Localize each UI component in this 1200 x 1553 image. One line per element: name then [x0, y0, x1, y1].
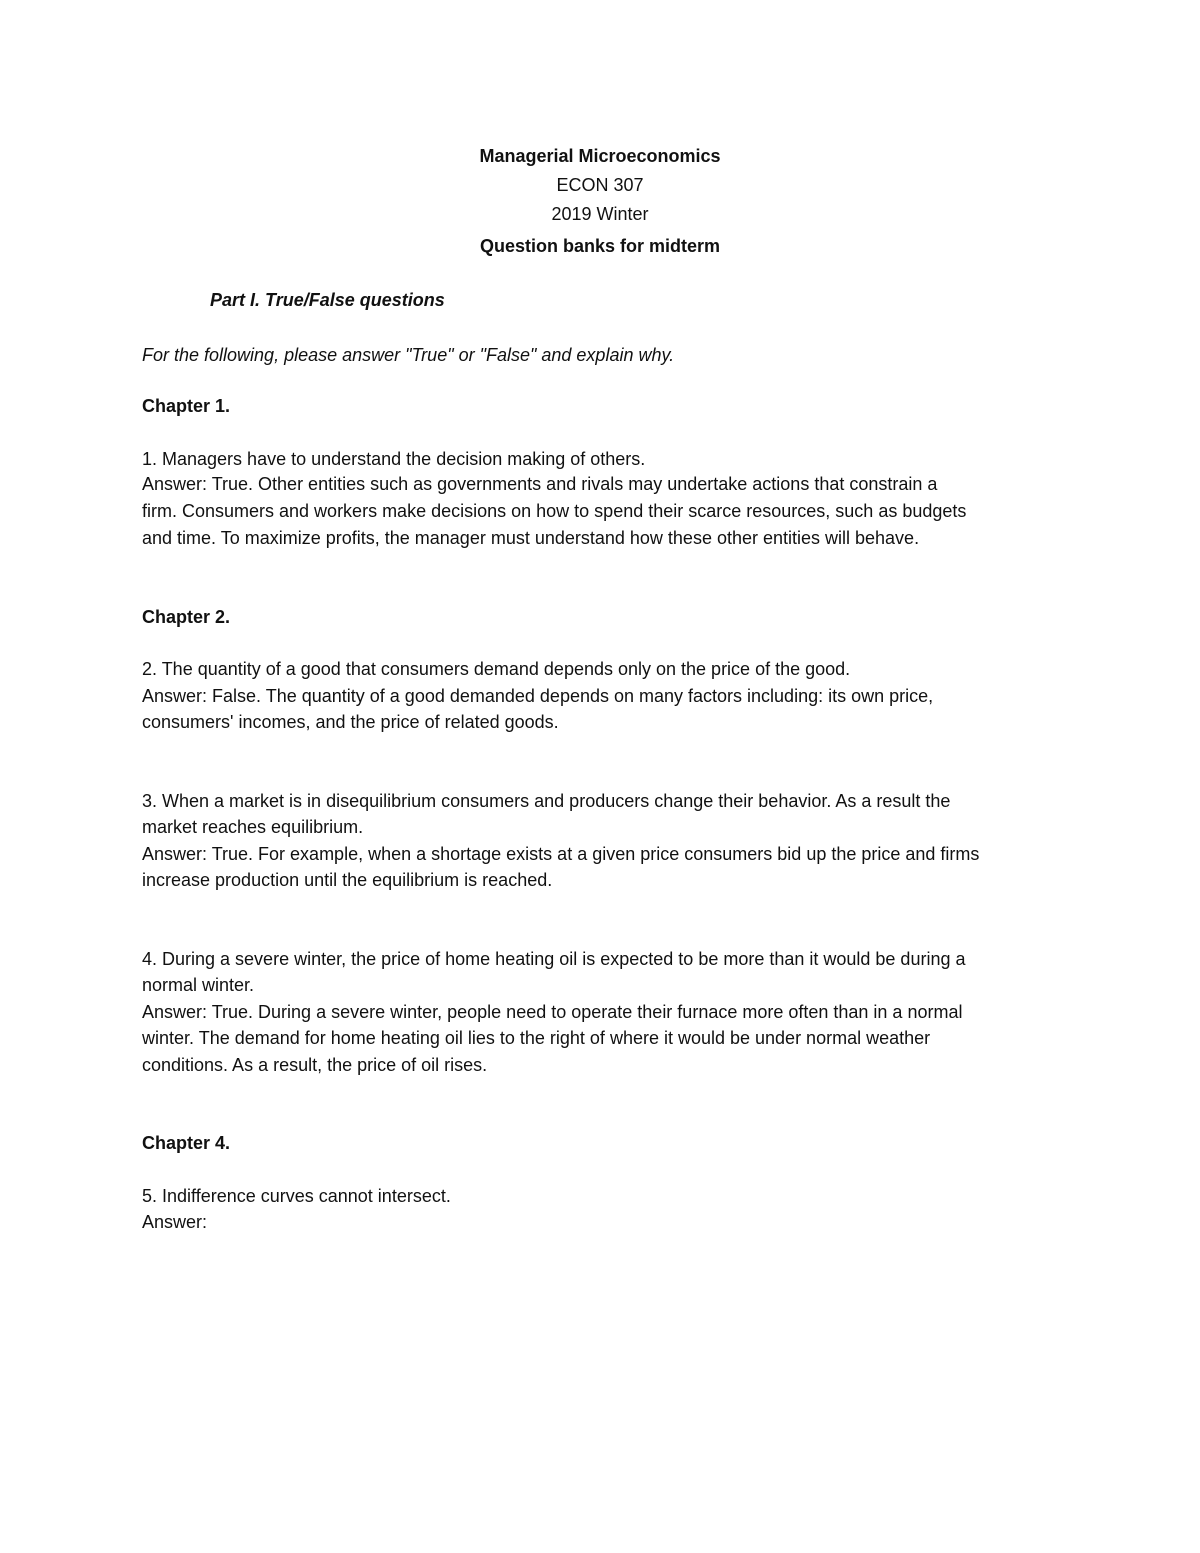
- course-title: Managerial Microeconomics: [479, 146, 721, 166]
- question-3-line-2: market reaches equilibrium.: [142, 817, 364, 837]
- answer-4-line-2: winter. The demand for home heating oil lies to the right of where it would be under normal weather: [142, 1028, 931, 1048]
- course-code: ECON 307: [556, 175, 644, 195]
- question-3-line-1: 3. When a market is in disequilibrium consumers and producers change their behavior. As a result the: [142, 791, 951, 811]
- question-1: 1. Managers have to understand the decision making of others.: [142, 449, 646, 469]
- answer-4-line-3: conditions. As a result, the price of oil rises.: [142, 1055, 488, 1075]
- chapter-1-heading: Chapter 1.: [142, 396, 231, 416]
- answer-5-label: Answer:: [142, 1212, 208, 1232]
- answer-1-line-1: Answer: True. Other entities such as governments and rivals may undertake actions that constrain a: [142, 474, 938, 494]
- chapter-2-heading: Chapter 2.: [142, 607, 231, 627]
- answer-3-line-2: increase production until the equilibrium is reached.: [142, 870, 553, 890]
- chapter-4-heading: Chapter 4.: [142, 1133, 231, 1153]
- answer-1-line-3: and time. To maximize profits, the manager must understand how these other entities will behave.: [142, 528, 920, 548]
- question-5: 5. Indifference curves cannot intersect.: [142, 1186, 451, 1206]
- term: 2019 Winter: [551, 204, 649, 224]
- question-4-line-2: normal winter.: [142, 975, 255, 995]
- document-title: Question banks for midterm: [479, 236, 721, 256]
- part-title: Part I. True/False questions: [210, 290, 445, 310]
- answer-1-line-2: firm. Consumers and workers make decisions on how to spend their scarce resources, such as budgets: [142, 501, 967, 521]
- question-2: 2. The quantity of a good that consumers demand depends only on the price of the good.: [142, 659, 851, 679]
- answer-3-line-1: Answer: True. For example, when a shortage exists at a given price consumers bid up the price and firms: [142, 844, 980, 864]
- answer-2-line-1: Answer: False. The quantity of a good demanded depends on many factors including: its own price,: [142, 686, 934, 706]
- answer-4-line-1: Answer: True. During a severe winter, people need to operate their furnace more often than in a normal: [142, 1002, 963, 1022]
- instructions: For the following, please answer "True" or "False" and explain why.: [142, 345, 675, 365]
- question-4-line-1: 4. During a severe winter, the price of home heating oil is expected to be more than it would be during a: [142, 949, 966, 969]
- answer-2-line-2: consumers' incomes, and the price of related goods.: [142, 712, 559, 732]
